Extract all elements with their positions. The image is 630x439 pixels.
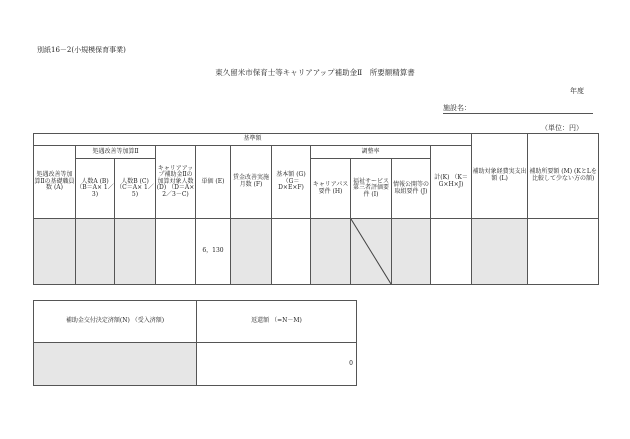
cell-b[interactable] xyxy=(76,219,115,285)
col-g-header: 基本額 (G) （G＝D×E×F) xyxy=(272,146,311,219)
document-title: 東久留米市保育士等キャリアアップ補助金Ⅱ 所要額精算書 xyxy=(215,68,415,77)
cell-o: 0 xyxy=(197,343,357,386)
cell-d[interactable] xyxy=(156,219,196,285)
cell-n[interactable] xyxy=(34,343,197,386)
year-label: 年度 xyxy=(570,87,584,95)
form-number: 別紙16－2(小規模保育事業) xyxy=(37,46,126,54)
facility-name-label: 施設名： xyxy=(443,104,471,112)
col-a-header: 処遇改善等加算Ⅱの基礎職員数 (A) xyxy=(34,146,76,219)
facility-name-underline xyxy=(443,113,593,114)
col-h-header: キャリアパス要件 (H) xyxy=(311,159,351,219)
cell-c[interactable] xyxy=(115,219,156,285)
col-f-header: 賃金改善実施月数 (F) xyxy=(231,146,272,219)
col-c-header: 人数B (C) （C＝A× 1／5) xyxy=(115,159,156,219)
kijungaku-header: 基準額 xyxy=(34,134,472,146)
diagonal-strike xyxy=(351,219,391,284)
col-e-header: 単価 (E) xyxy=(196,146,231,219)
cell-e: 6，130 xyxy=(196,219,231,285)
unit-note: （単位：円） xyxy=(541,124,583,132)
col-i-header: 福祉サービス第三者評価要件 (I) xyxy=(351,159,392,219)
chosei-header: 調整率 xyxy=(311,146,431,159)
col-n-header: 補助金交付決定済額(N) （受入済額) xyxy=(34,301,197,343)
cell-j[interactable] xyxy=(392,219,431,285)
cell-f[interactable] xyxy=(231,219,272,285)
col-d-header: キャリアアップ補助金Ⅱの加算対象人数(D) （D＝A× 2／3－C) xyxy=(156,146,196,219)
main-calculation-table xyxy=(33,133,599,285)
cell-m[interactable] xyxy=(528,219,599,285)
col-j-header: 情報公開等の取組要件 (J) xyxy=(392,159,431,219)
cell-k[interactable] xyxy=(431,219,472,285)
refund-table xyxy=(33,300,357,386)
col-k-header: 計(K) （K＝G×H×J) xyxy=(431,146,472,219)
col-b-header: 人数A (B) （B＝A× 1／3) xyxy=(76,159,115,219)
cell-i-struck xyxy=(351,219,392,285)
shogu-group-header: 処遇改善等加算Ⅱ xyxy=(76,146,156,159)
col-o-header: 返還額 （=N－M) xyxy=(197,301,357,343)
cell-l[interactable] xyxy=(472,219,528,285)
cell-a[interactable] xyxy=(34,219,76,285)
col-m-header: 補助所要額 (M) (KとLを比較して少ない方の額) xyxy=(528,134,599,219)
col-l-header: 補助対象経費実支出額 (L) xyxy=(472,134,528,219)
cell-h[interactable] xyxy=(311,219,351,285)
cell-g[interactable] xyxy=(272,219,311,285)
